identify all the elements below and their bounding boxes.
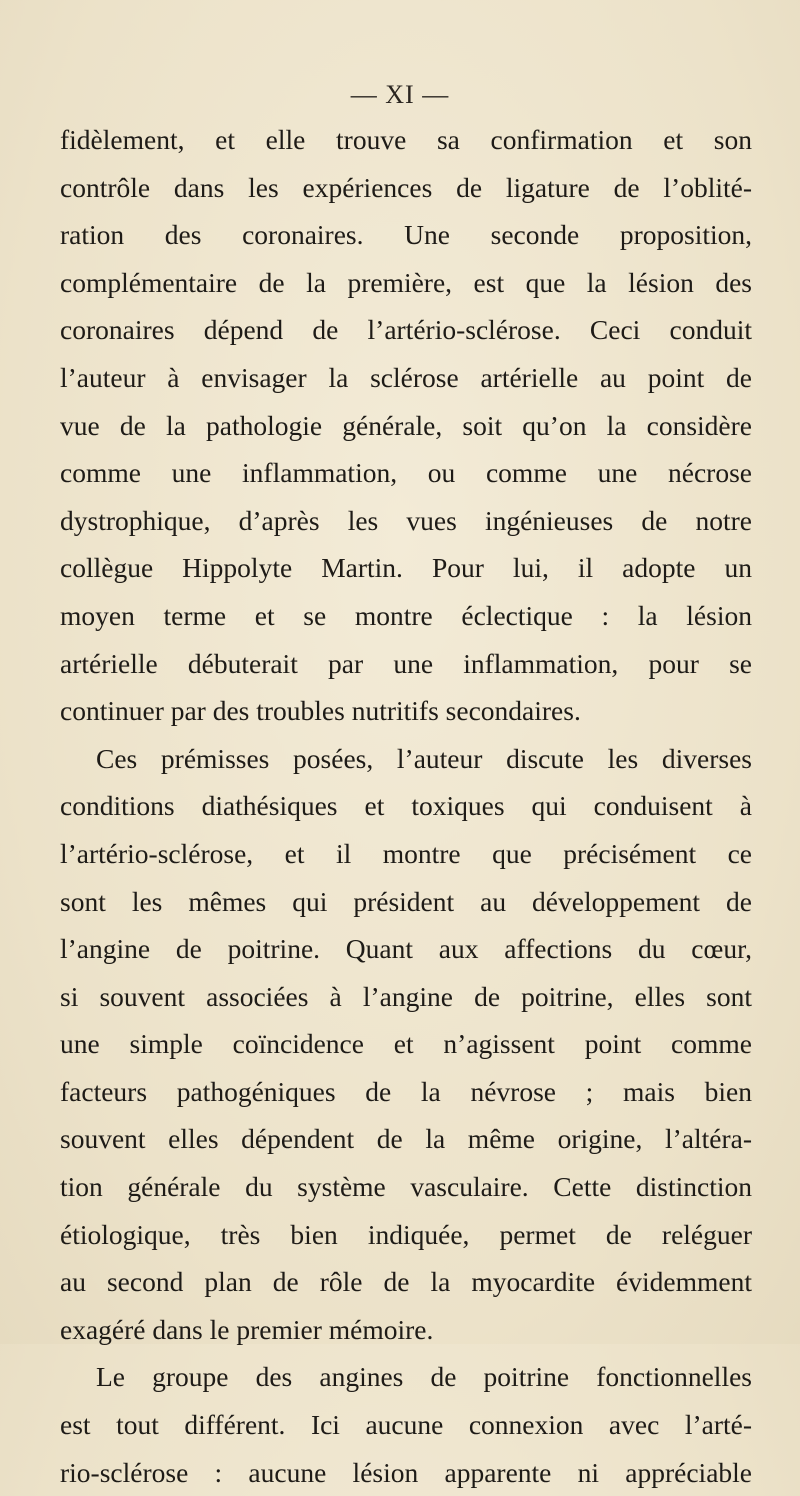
text-line: sont les mêmes qui président au développement de xyxy=(60,885,752,917)
text-line: est tout différent. Ici aucune connexion avec l’arté- xyxy=(60,1409,752,1441)
text-line: dystrophique, d’après les vues ingénieuses de notre xyxy=(60,504,752,536)
text-line: conditions diathésiques et toxiques qui conduisent à xyxy=(60,790,752,822)
text-line: moyen terme et se montre éclectique : la lésion xyxy=(60,599,752,631)
text-line: comme une inflammation, ou comme une nécrose xyxy=(60,457,752,489)
text-line: contrôle dans les expériences de ligature de l’oblité- xyxy=(60,171,752,203)
text-line: étiologique, très bien indiquée, permet de reléguer xyxy=(60,1218,752,1250)
text-line: ration des coronaires. Une seconde proposition, xyxy=(60,219,752,251)
text-line: facteurs pathogéniques de la névrose ; mais bien xyxy=(60,1075,752,1107)
text-line: Ces prémisses posées, l’auteur discute les diverses xyxy=(96,742,752,774)
text-line: fidèlement, et elle trouve sa confirmation et son xyxy=(60,124,752,155)
text-line: si souvent associées à l’angine de poitrine, elles sont xyxy=(60,980,752,1012)
text-line: l’auteur à envisager la sclérose artérielle au point de xyxy=(60,361,752,393)
text-line: souvent elles dépendent de la même origine, l’altéra- xyxy=(60,1123,752,1155)
text-line: continuer par des troubles nutritifs secondaires. xyxy=(60,695,581,727)
text-line: une simple coïncidence et n’agissent point comme xyxy=(60,1028,752,1060)
text-line: artérielle débuterait par une inflammation, pour se xyxy=(60,647,752,679)
text-line: exagéré dans le premier mémoire. xyxy=(60,1313,434,1345)
body-text xyxy=(60,116,752,1496)
text-line: au second plan de rôle de la myocardite évidemment xyxy=(60,1266,752,1298)
text-line: tion générale du système vasculaire. Cette distinction xyxy=(60,1171,752,1203)
text-line: rio-sclérose : aucune lésion apparente ni appréciable xyxy=(60,1456,752,1488)
page-folio: — XI — xyxy=(350,80,450,109)
text-line: l’artério-sclérose, et il montre que précisément ce xyxy=(60,837,752,869)
text-line: vue de la pathologie générale, soit qu’on la considère xyxy=(60,409,752,441)
text-line: collègue Hippolyte Martin. Pour lui, il adopte un xyxy=(60,552,752,584)
text-line: l’angine de poitrine. Quant aux affections du cœur, xyxy=(60,933,752,965)
text-line: coronaires dépend de l’artério-sclérose. Ceci conduit xyxy=(60,314,752,346)
text-line: Le groupe des angines de poitrine fonctionnelles xyxy=(96,1361,752,1393)
text-line: complémentaire de la première, est que la lésion des xyxy=(60,266,752,298)
